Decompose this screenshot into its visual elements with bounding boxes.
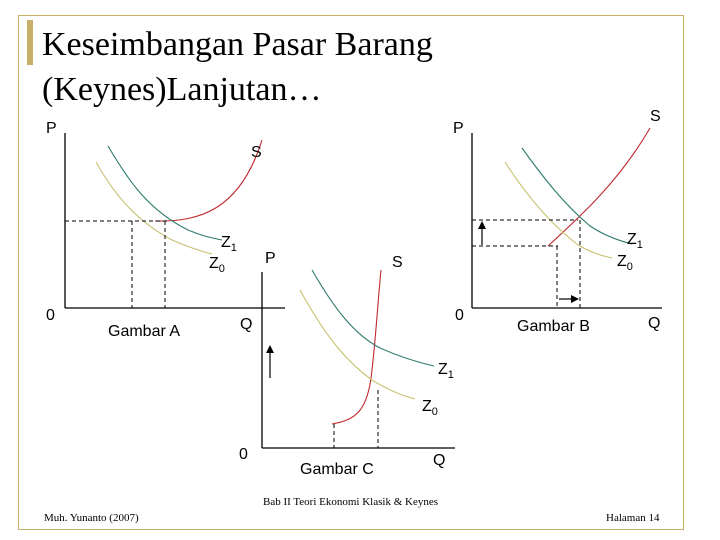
panel-c-origin-label: 0: [239, 446, 248, 463]
panel-b-p-label: P: [453, 120, 464, 137]
panel-b: [472, 128, 662, 308]
panel-b-caption: Gambar B: [517, 318, 590, 335]
footer-chapter: Bab II Teori Ekonomi Klasik & Keynes: [263, 496, 438, 508]
panel-c-s-curve: [332, 270, 381, 424]
panel-b-s-curve: [548, 128, 650, 246]
panel-c-z0-curve: [300, 290, 415, 399]
panel-c-q-label: Q: [433, 452, 446, 469]
panel-a-s-label: S: [251, 144, 262, 161]
panel-c-p-label: P: [265, 250, 276, 267]
footer-page-number: Halaman 14: [606, 512, 660, 524]
panel-b-origin-label: 0: [455, 307, 464, 324]
panel-b-z1-curve: [522, 148, 632, 244]
panel-a-z1-curve: [108, 146, 222, 240]
panel-c-caption: Gambar C: [300, 461, 374, 478]
panel-b-z0-curve: [505, 162, 612, 258]
panel-c: [262, 270, 455, 448]
panel-b-arrow-right-head: [571, 295, 579, 303]
panel-b-z0-label: $Z_0$: [617, 253, 633, 273]
panel-a-origin-label: 0: [46, 307, 55, 324]
panel-a-z0-curve: [96, 162, 212, 254]
panel-b-s-label: S: [650, 108, 661, 125]
panel-c-z1-curve: [312, 270, 434, 366]
panel-a-p-label: P: [46, 120, 57, 137]
footer-author: Muh. Yunanto (2007): [44, 512, 139, 524]
panel-c-z1-label: $Z_1$: [438, 361, 454, 381]
panel-a-z1-label: $Z_1$: [221, 234, 237, 254]
panel-c-s-label: S: [392, 254, 403, 271]
panel-c-arrow-up-head: [266, 345, 274, 353]
slide-title: Keseimbangan Pasar Barang (Keynes)Lanjutan…: [42, 26, 433, 108]
panel-a-s-curve: [155, 140, 262, 221]
panel-b-arrow-up-head: [478, 221, 486, 229]
panel-b-z1-label: $Z_1$: [627, 231, 643, 251]
panel-a-z0-label: $Z_0$: [209, 255, 225, 275]
panel-c-q-left-label: Q: [240, 316, 253, 333]
panel-c-z0-label: $Z_0$: [422, 398, 438, 418]
panel-b-q-label: Q: [648, 315, 661, 332]
panel-a-caption: Gambar A: [108, 323, 181, 340]
